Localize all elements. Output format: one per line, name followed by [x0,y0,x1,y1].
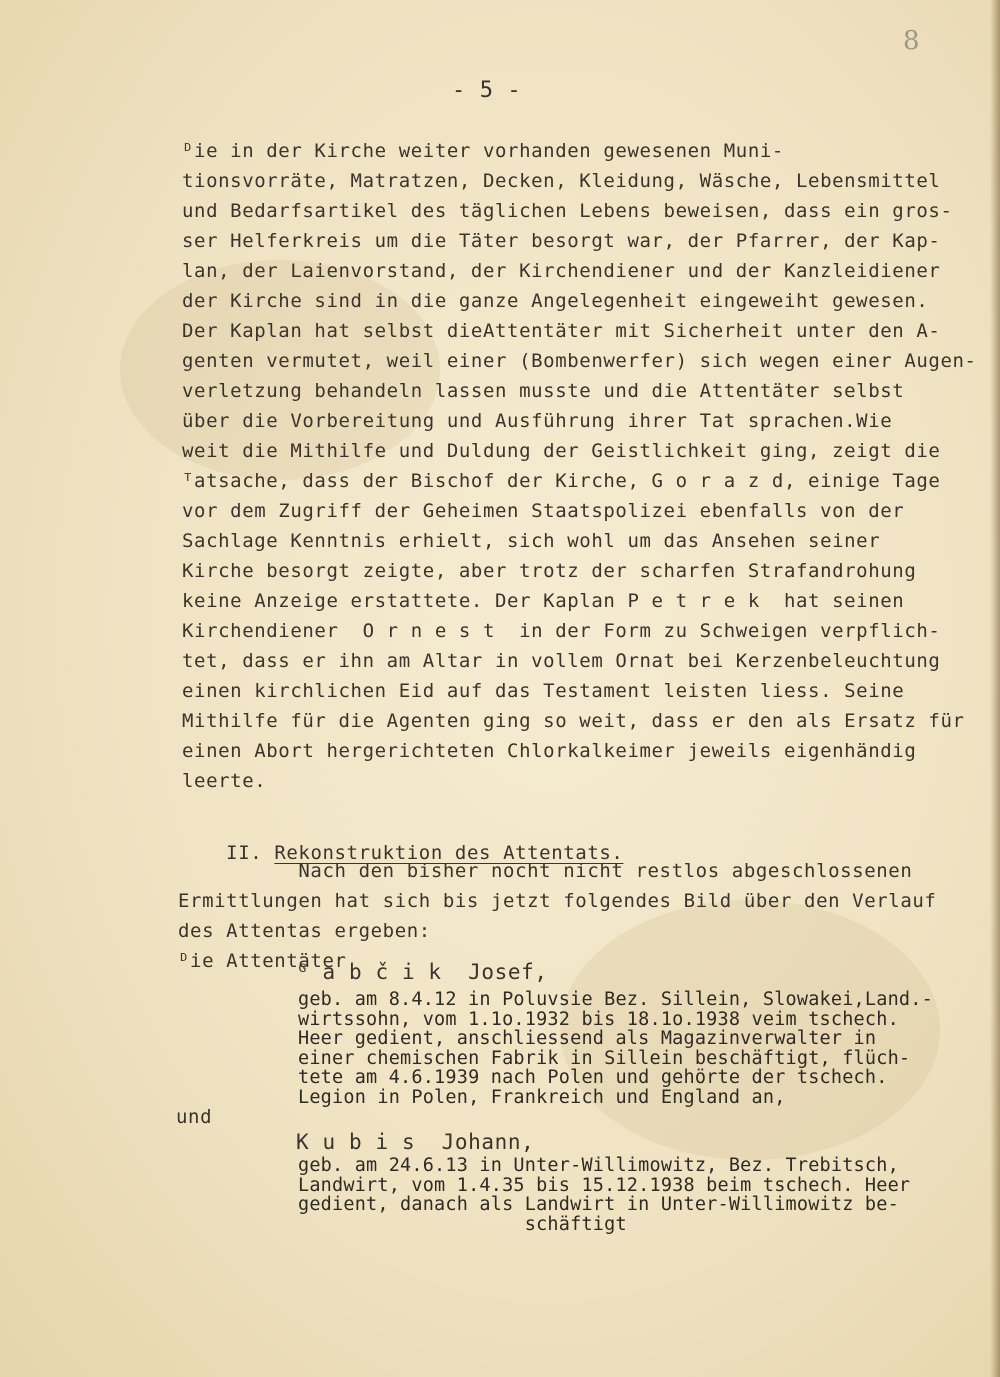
text-line: Kirche besorgt zeigte, aber trotz der scharfen Strafandrohung [182,560,917,582]
text-line: genten vermutet, weil einer (Bombenwerfer) sich wegen einer Augen- [182,350,977,372]
person-1-details [298,990,933,1107]
text-line: Legion in Polen, Frankreich und England an, [298,1086,786,1108]
paragraph-2 [178,856,936,976]
conjunction: und [176,1106,213,1128]
text-line: Heer gedient, anschliessend als Magazinverwalter in [298,1028,877,1049]
text-line: wirtssohn, vom 1.1o.1932 bis 18.1o.1938 veim tschech. [298,1008,899,1030]
text-line: Nach den bisher nocht nicht restlos abgeschlossenen [178,860,913,882]
section-number: II. [226,842,263,864]
person-2-name: K u b i s Johann, [296,1130,535,1154]
text-line: geb. am 24.6.13 in Unter-Willimowitz, Bez. Trebitsch, [298,1155,899,1176]
text-line: Ermittlungen hat sich bis jetzt folgendes Bild über den Verlauf [178,890,937,912]
text-line: lan, der Laienvorstand, der Kirchendiener und der Kanzleidiener [182,260,941,282]
text-line: Sachlage Kenntnis erhielt, sich wohl um das Ansehen seiner [182,530,881,552]
text-line: der Kirche sind in die ganze Angelegenheit eingeweiht gewesen. [182,290,929,312]
text-line: geb. am 8.4.12 in Poluvsie Bez. Sillein, Slowakei,Land.- [298,989,933,1010]
text-line: und Bedarfsartikel des täglichen Lebens beweisen, dass ein gros- [182,200,953,222]
text-line: Der Kaplan hat selbst dieAttentäter mit Sicherheit unter den A- [182,320,941,342]
text-line: Kirchendiener O r n e s t in der Form zu Schweigen verpflich- [182,620,941,642]
text-line: ᴰie Attentäter [178,950,347,972]
text-line: verletzung behandeln lassen musste und die Attentäter selbst [182,380,905,402]
text-line: Mithilfe für die Agenten ging so weit, dass er den als Ersatz für [182,710,965,732]
text-line: Landwirt, vom 1.4.35 bis 15.12.1938 beim tschech. Heer [298,1174,911,1196]
text-line: einen kirchlichen Eid auf das Testament leisten liess. Seine [182,680,905,702]
text-line: tet, dass er ihn am Altar in vollem Ornat bei Kerzenbeleuchtung [182,650,941,672]
folio-mark: 8 [903,26,920,56]
paragraph-1 [182,136,977,796]
text-line: über die Vorbereitung und Ausführung ihrer Tat sprachen.Wie [182,410,893,432]
text-line: ᵀatsache, dass der Bischof der Kirche, G o r a z d, einige Tage [182,470,941,492]
person-2-details [298,1156,910,1234]
text-line: ᴰie in der Kirche weiter vorhanden gewesenen Muni- [182,140,784,162]
text-line: ser Helferkreis um die Täter besorgt war, der Pfarrer, der Kap- [182,230,941,252]
text-line: tionsvorräte, Matratzen, Decken, Kleidung, Wäsche, Lebensmittel [182,170,941,192]
text-line: gedient, danach als Landwirt in Unter-Willimowitz be- [298,1194,899,1215]
text-line: vor dem Zugriff der Geheimen Staatspolizei ebenfalls von der [182,500,905,522]
text-line: weit die Mithilfe und Duldung der Geistlichkeit ging, zeigt die [182,440,941,462]
text-line: einen Abort hergerichteten Chlorkalkeimer jeweils eigenhändig [182,740,917,762]
text-line: einer chemischen Fabrik in Sillein beschäftigt, flüch- [298,1047,911,1069]
text-line: keine Anzeige erstattete. Der Kaplan P e t r e k hat seinen [182,590,905,612]
person-1-name: ᴳ a b č i k Josef, [296,960,548,984]
page-edge [990,0,1000,1377]
page-number: - 5 - [452,78,522,103]
text-line: tete am 4.6.1939 nach Polen und gehörte der tschech. [298,1067,888,1088]
section-title: Rekonstruktion des Attentats. [274,842,624,864]
text-line: des Attentas ergeben: [178,920,431,942]
text-line: leerte. [182,770,267,792]
text-line: schäftigt [298,1213,627,1235]
